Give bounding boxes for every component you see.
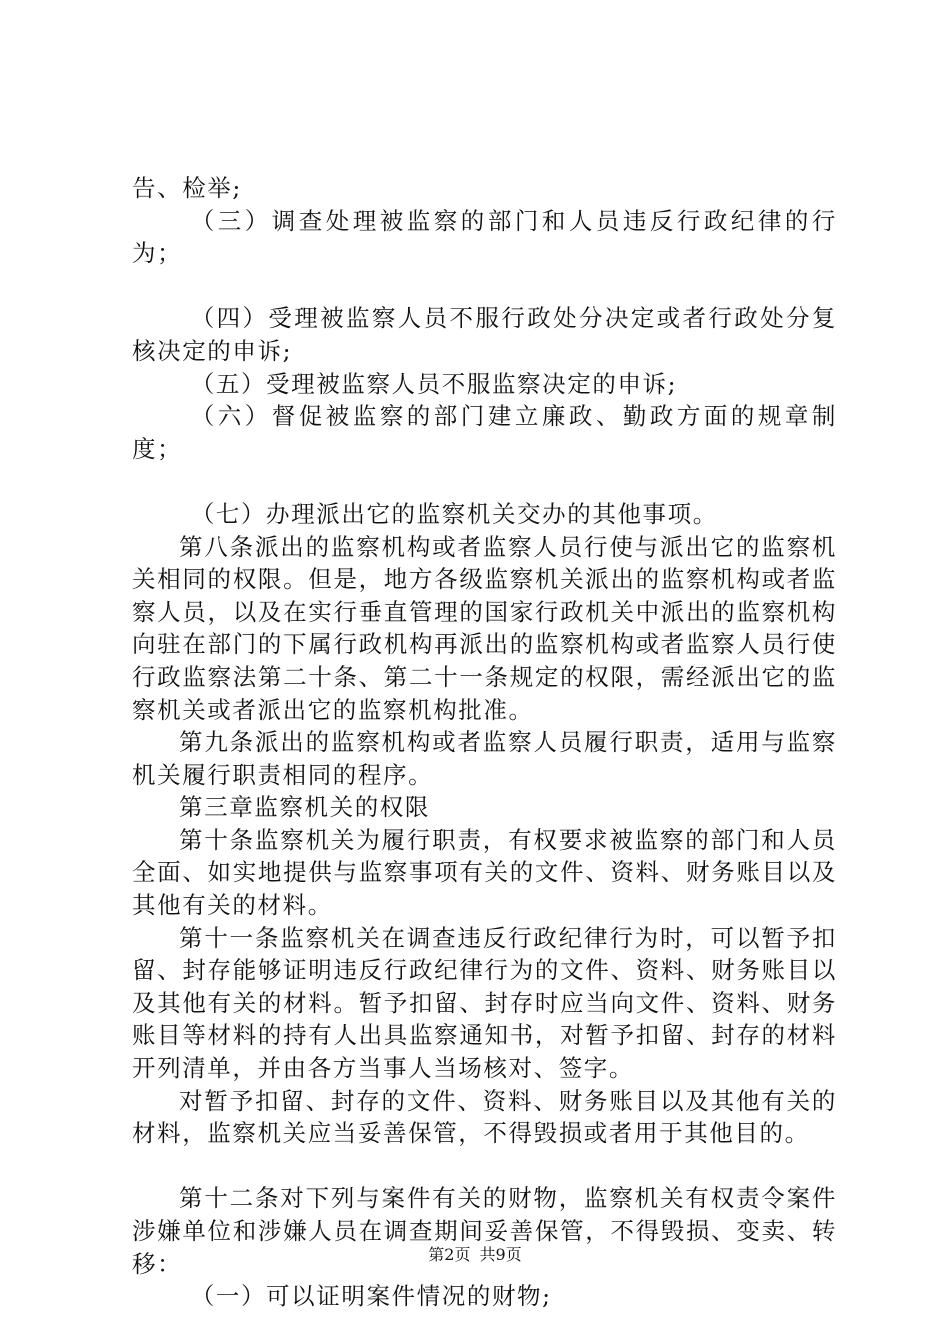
paragraph-article-12: 第十二条对下列与案件有关的财物，监察机关有权责令案件涉嫌单位和涉嫌人员在调查期间妥善保管，不得毁损、变卖、转移： bbox=[132, 1184, 837, 1278]
paragraph-item-3: （三）调查处理被监察的部门和人员违反行政纪律的行为； bbox=[132, 206, 837, 268]
paragraph-article-8: 第八条派出的监察机构或者监察人员行使与派出它的监察机关相同的权限。但是，地方各级监察机关派出的监察机构或者监察人员，以及在实行垂直管理的国家行政机关中派出的监察机构向驻在部门的下属行政机构再派出的监察机构或者监察人员行使行政监察法第二十条、第二十一条规定的权限，需经派出它的监察机关或者派出它的监察机构批准。 bbox=[132, 532, 837, 724]
paragraph-item-5: （五）受理被监察人员不服监察决定的申诉; bbox=[190, 369, 678, 398]
chapter-heading: 第三章监察机关的权限 bbox=[179, 793, 430, 822]
paragraph-item-7: （七）办理派出它的监察机关交办的其他事项。 bbox=[190, 499, 718, 528]
document-body bbox=[132, 172, 837, 1313]
page-total: 共9页 bbox=[479, 1245, 522, 1264]
paragraph-article-11-continued: 对暂予扣留、封存的文件、资料、财务账目以及其他有关的材料，监察机关应当妥善保管，不得毁损或者用于其他目的。 bbox=[132, 1086, 837, 1148]
paragraph-article-12-item-1: （一）可以证明案件情况的财物; bbox=[190, 1282, 552, 1311]
paragraph-continuation: 告、检举; bbox=[132, 174, 242, 202]
paragraph-article-9: 第九条派出的监察机构或者监察人员履行职责，适用与监察机关履行职责相同的程序。 bbox=[132, 728, 837, 789]
paragraph-article-11: 第十一条监察机关在调查违反行政纪律行为时，可以暂予扣留、封存能够证明违反行政纪律行为的文件、资料、财务账目以及其他有关的材料。暂予扣留、封存时应当向文件、资料、财务账目等材料的持有人出具监察通知书，对暂予扣留、封存的材料开列清单，并由各方当事人当场核对、签字。 bbox=[132, 923, 837, 1083]
page-number: 第2页 bbox=[428, 1245, 471, 1264]
paragraph-article-10: 第十条监察机关为履行职责，有权要求被监察的部门和人员全面、如实地提供与监察事项有关的文件、资料、财务账目以及其他有关的材料。 bbox=[132, 825, 837, 920]
page-footer bbox=[0, 1242, 950, 1265]
paragraph-item-4: （四）受理被监察人员不服行政处分决定或者行政处分复核决定的申诉; bbox=[132, 304, 837, 365]
paragraph-item-6: （六）督促被监察的部门建立廉政、勤政方面的规章制度； bbox=[132, 402, 837, 463]
